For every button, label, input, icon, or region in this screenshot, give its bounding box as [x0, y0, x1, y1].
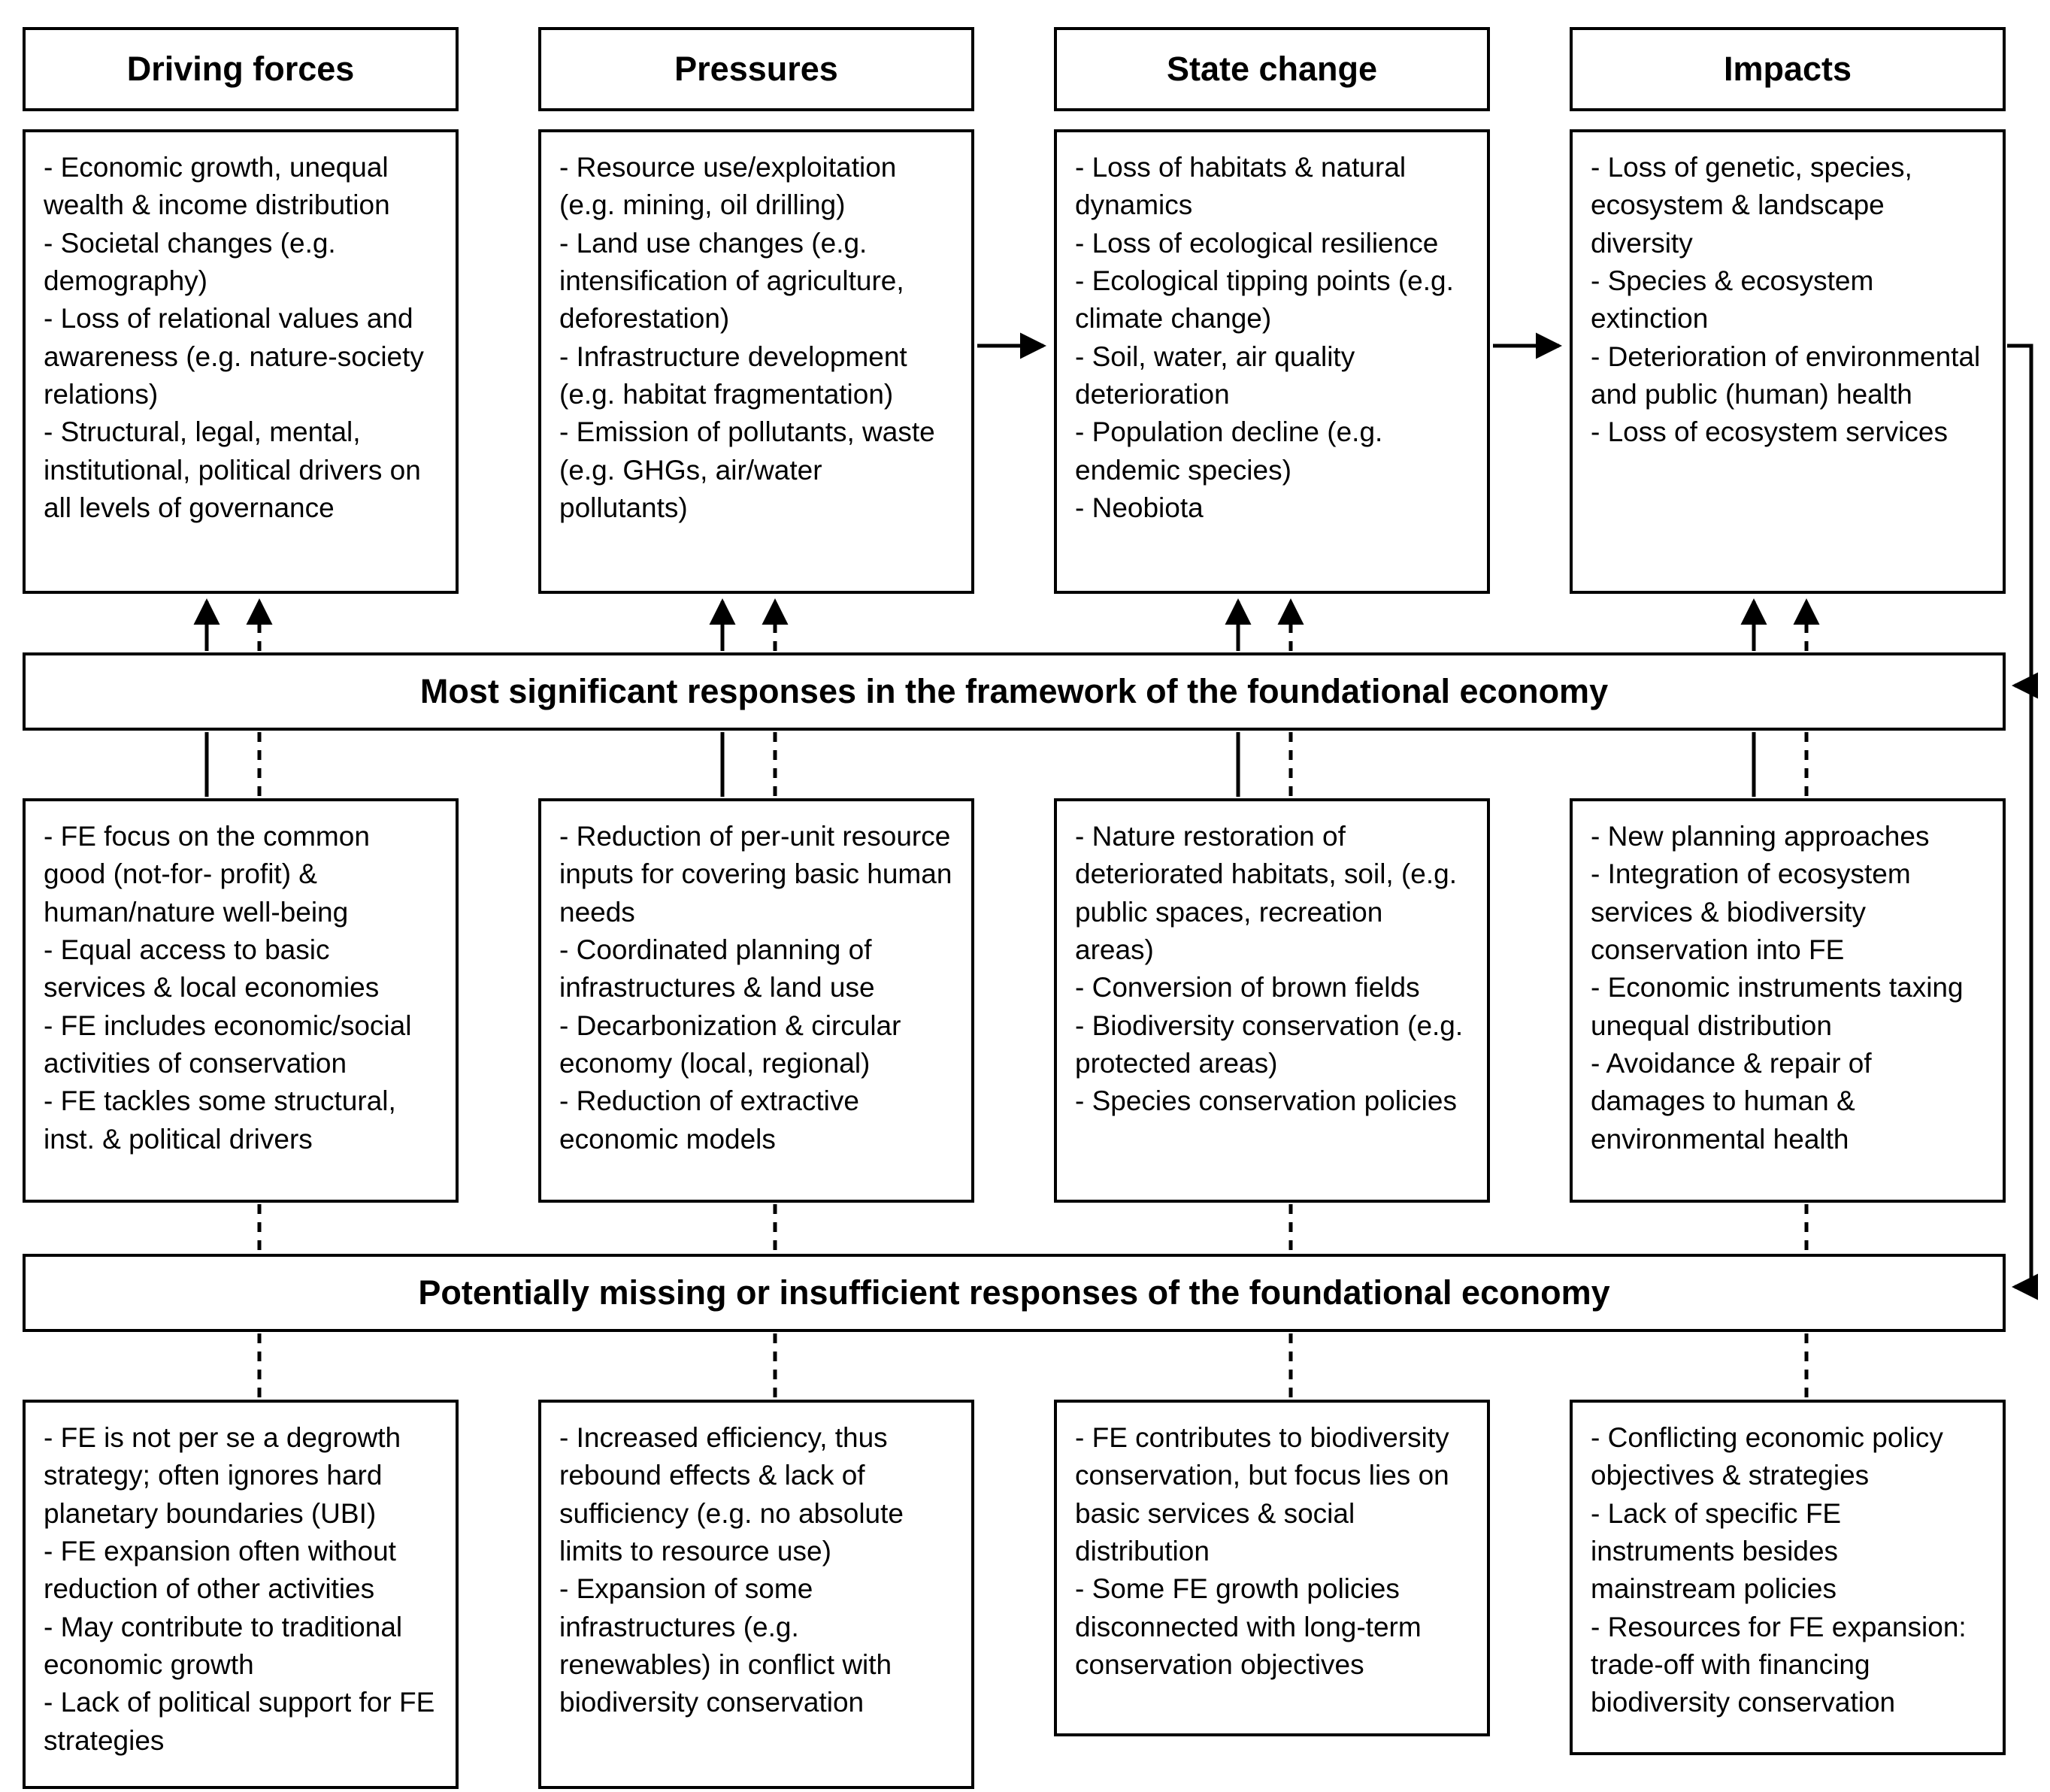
header-impacts [1570, 27, 2006, 111]
box-significant-driving-forces [23, 798, 459, 1203]
banner-missing-responses-label: Potentially missing or insufficient responses of the foundational economy [418, 1273, 1610, 1312]
list-item: - Ecological tipping points (e.g. climate change) [1075, 265, 1454, 334]
list-item: - Coordinated planning of infrastructures & land use [559, 934, 875, 1003]
header-impacts-label: Impacts [1723, 50, 1852, 88]
list-item: - FE includes economic/social activities of conservation [44, 1010, 412, 1079]
list-item: - Equal access to basic services & local economies [44, 934, 380, 1003]
list-item: - Population decline (e.g. endemic species) [1075, 416, 1383, 486]
box-pressures [538, 129, 974, 594]
list-item: - FE expansion often without reduction of other activities [44, 1535, 396, 1605]
list-item: - New planning approaches [1591, 821, 1930, 852]
header-state-change [1054, 27, 1490, 111]
box-significant-state-change [1054, 798, 1490, 1203]
list-item: - Integration of ecosystem services & biodiversity conservation into FE [1591, 858, 1911, 965]
box-missing-driving-forces [23, 1400, 459, 1789]
list-item: - Land use changes (e.g. intensification of agriculture, deforestation) [559, 227, 904, 334]
header-state-change-label: State change [1166, 50, 1378, 88]
list-item: - Species & ecosystem extinction [1591, 265, 1874, 334]
list-item: - Structural, legal, mental, institutional, political drivers on all levels of governance [44, 416, 421, 523]
list-item: - Nature restoration of deteriorated habitats, soil, (e.g. public spaces, recreation areas) [1075, 821, 1458, 965]
header-driving-forces [23, 27, 459, 111]
list-item: - FE tackles some structural, inst. & political drivers [44, 1085, 396, 1155]
list-item: - FE focus on the common good (not-for- profit) & human/nature well-being [44, 821, 370, 928]
list-item: - Deterioration of environmental and public (human) health [1591, 341, 1981, 410]
box-missing-pressures [538, 1400, 974, 1789]
list-item: - Loss of relational values and awareness (e.g. nature-society relations) [44, 303, 424, 410]
list-item: - Loss of ecosystem services [1591, 416, 1948, 448]
list-item: - Some FE growth policies disconnected with long-term conservation objectives [1075, 1573, 1422, 1680]
list-item: - Conversion of brown fields [1075, 972, 1420, 1003]
list-item: - Neobiota [1075, 492, 1204, 523]
box-state-change [1054, 129, 1490, 594]
list-item: - Loss of ecological resilience [1075, 227, 1439, 259]
list-item: - FE contributes to biodiversity conservation, but focus lies on basic services & social distribution [1075, 1422, 1449, 1566]
list-item: - Loss of genetic, species, ecosystem & landscape diversity [1591, 152, 1912, 259]
list-item: - Species conservation policies [1075, 1085, 1457, 1117]
list-item: - Lack of specific FE instruments besides mainstream policies [1591, 1497, 1842, 1605]
box-missing-impacts [1570, 1400, 2006, 1755]
box-driving-forces [23, 129, 459, 594]
list-item: - Biodiversity conservation (e.g. protected areas) [1075, 1010, 1464, 1079]
list-item: - Emission of pollutants, waste (e.g. GHGs, air/water pollutants) [559, 416, 935, 523]
list-item: - Infrastructure development (e.g. habitat fragmentation) [559, 341, 907, 410]
banner-significant-responses [23, 652, 2006, 731]
banner-missing-responses [23, 1254, 2006, 1332]
feedback-line-impacts-to-banners [2007, 346, 2031, 1287]
list-item: - Expansion of some infrastructures (e.g. renewables) in conflict with biodiversity conservation [559, 1573, 892, 1718]
list-item: - Reduction of extractive economic models [559, 1085, 859, 1155]
list-item: - Economic growth, unequal wealth & income distribution [44, 152, 390, 221]
banner-significant-responses-label: Most significant responses in the framework of the foundational economy [419, 672, 1609, 710]
box-missing-state-change [1054, 1400, 1490, 1736]
header-driving-forces-label: Driving forces [126, 50, 355, 88]
header-pressures-label: Pressures [674, 50, 838, 88]
list-item: - Soil, water, air quality deterioration [1075, 341, 1355, 410]
box-significant-impacts [1570, 798, 2006, 1203]
list-item: - FE is not per se a degrowth strategy; often ignores hard planetary boundaries (UBI) [44, 1422, 401, 1529]
list-item: - Avoidance & repair of damages to human & environmental health [1591, 1047, 1872, 1155]
box-significant-pressures [538, 798, 974, 1203]
list-item: - Conflicting economic policy objectives & strategies [1591, 1422, 1943, 1491]
list-item: - Economic instruments taxing unequal distribution [1591, 972, 1964, 1041]
list-item: - Loss of habitats & natural dynamics [1075, 152, 1407, 221]
list-item: - Resource use/exploitation (e.g. mining, oil drilling) [559, 152, 897, 221]
list-item: - Resources for FE expansion: trade-off with financing biodiversity conservation [1591, 1611, 1967, 1718]
list-item: - Reduction of per-unit resource inputs for covering basic human needs [559, 821, 952, 928]
box-impacts [1570, 129, 2006, 594]
list-item: - Societal changes (e.g. demography) [44, 227, 336, 296]
list-item: - Lack of political support for FE strategies [44, 1687, 435, 1756]
list-item: - May contribute to traditional economic growth [44, 1611, 403, 1680]
list-item: - Increased efficiency, thus rebound effects & lack of sufficiency (e.g. no absolute limits to resource use) [559, 1422, 904, 1566]
list-item: - Decarbonization & circular economy (local, regional) [559, 1010, 901, 1079]
header-pressures [538, 27, 974, 111]
